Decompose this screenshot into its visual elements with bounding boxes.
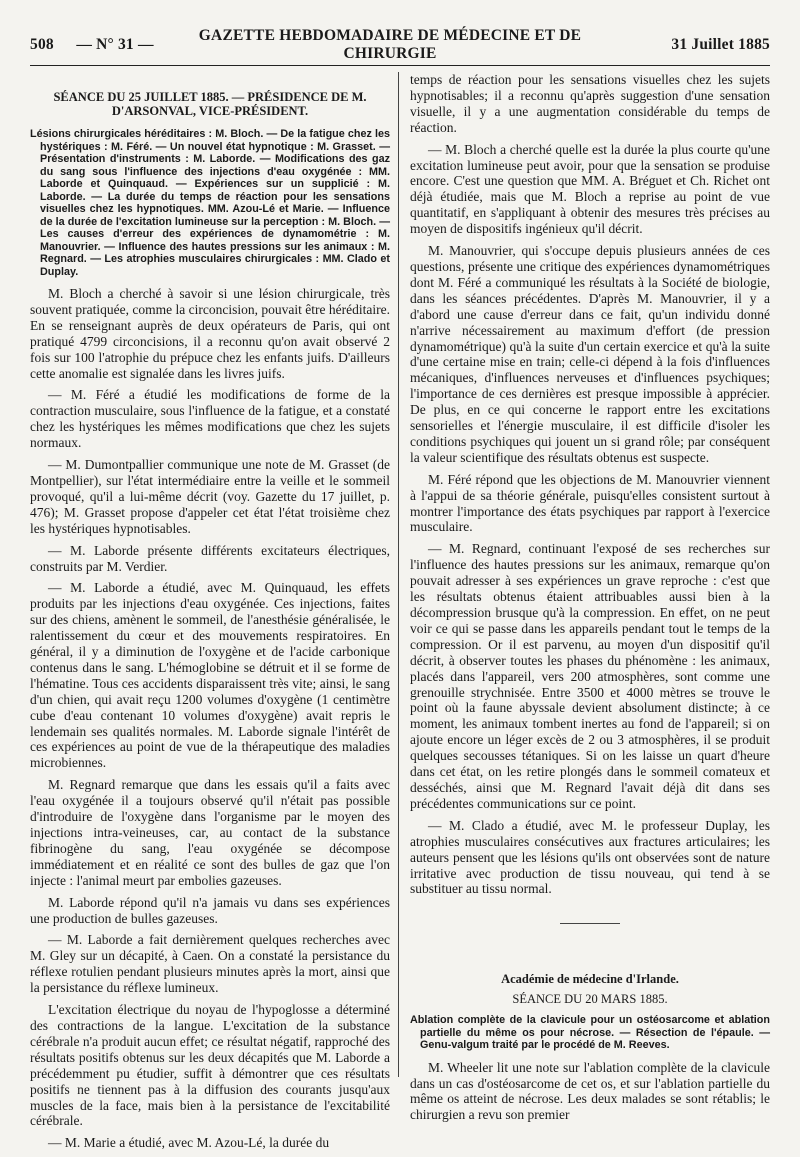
session-heading: SÉANCE DU 25 JUILLET 1885. — PRÉSIDENCE DE M. D'ARSONVAL, VICE-PRÉSIDENT.	[53, 90, 367, 118]
left-column	[30, 72, 390, 1157]
page-header	[30, 27, 770, 62]
paragraph: — M. Marie a étudié, avec M. Azou-Lé, la durée du	[48, 1135, 330, 1151]
section-rule	[560, 923, 620, 924]
paragraph: — M. Regnard, continuant l'exposé de ses recherches sur l'influence des hautes pressions sur les animaux, remarque qu'on pouvait adresser à ses expériences un grave reproche : c'est que les résultats obtenus étaient attribuables aussi bien à la décompression brusque qu'à la compression. En effet, on ne peut voir ce qui se passe dans les appareils pendant tout le temps de la compression. Or il est parvenu, au moyen d'un dispositif qu'il décrit, à observer toutes les phases du phénomène : les animaux, placés dans l'appareil, vers 200 atmosphères, sont comme une grenouille strychnisée. Entre 3500 et 4000 mètres se trouve le point où la faune abyssale devient absolument distincte; à ce moment, les animaux tombent inertes au fond de l'appareil; si on ajoute encore un léger excès de 2 ou 3 atmosphères, il se produit quelques secousses tétaniques. Si on les laisse un quart d'heure dans cet état, on les retire plongés dans le sommeil comateux et desséchés, ainsi que M. Regnard l'avait déjà dit dans ses précédentes communications sur ce point.	[410, 541, 770, 811]
right-column	[410, 72, 770, 1129]
paragraph: — M. Laborde a fait dernièrement quelques recherches avec M. Gley sur un décapité, à Caen. On a constaté la persistance du réflexe rotulien pendant plusieurs minutes après la mort, ainsi que la persistance du réflexe lumineux.	[30, 932, 390, 996]
paragraph: — M. Dumontpallier communique une note de M. Grasset (de Montpellier), sur l'état intermédiaire entre la veille et le sommeil provoqué, qu'il a lui-même décrit (voy. Gazette du 17 juillet, p. 476); M. Grasset propose d'appeler cet état l'état troisième chez les hystériques hypnotisables.	[30, 457, 390, 536]
paragraph: M. Wheeler lit une note sur l'ablation complète de la clavicule dans un cas d'ostéosarcome de cet os, et sur l'ablation partielle du même os atteint de nécrose. Les deux malades se sont rétablis; le chirurgien a revu son premier	[410, 1059, 770, 1123]
academy-heading: Académie de médecine d'Irlande.	[501, 972, 679, 987]
paragraph: — M. Laborde présente différents excitateurs électriques, construits par M. Verdier.	[30, 542, 390, 574]
journal-title: GAZETTE HEBDOMADAIRE DE MÉDECINE ET DE CHIRURGIE	[198, 27, 582, 62]
paragraph: — M. Féré a étudié les modifications de forme de la contraction musculaire, sous l'influence de la fatigue, et a constaté chez les hystériques les mêmes modifications que chez les sujets normaux.	[30, 387, 390, 451]
paragraph: M. Manouvrier, qui s'occupe depuis plusieurs années de ces questions, présente une critique des expériences dynamométriques dont M. Féré a communiqué les résultats à la Société de biologie, dans les séances précédentes. D'après M. Manouvrier, il y a d'abord une cause d'erreur dans ce fait, qu'un individu donné n'arrive nécessairement au maximum d'effort (de pression dynamométrique) qu'à la suite d'un certain exercice et qu'à la suite d'une certaine mise en train; celle-ci dépend à la fois d'influences mécaniques, d'influences nerveuses et d'influences psychiques; l'importance de ces dernières est presque impossible à apprécier. De plus, en ce qui concerne le rapport entre les excitations sensorielles et l'énergie musculaire, il est difficile d'isoler les conditions psychiques qui jouent un si grand rôle; par conséquent la valeur scientifique des résultats obtenus est suspecte.	[410, 243, 770, 465]
paragraph: — M. Bloch a cherché quelle est la durée la plus courte qu'une excitation lumineuse peut avoir, pour que la sensation se produise encore. C'est une question que MM. A. Bréguet et Ch. Richet ont déjà étudiée, mais que M. Bloch a reprise au point de vue quantitatif, en s'appliquant à obtenir des mesures très précises au moyen de dispositifs ingénieux qu'il décrit.	[410, 141, 770, 237]
paragraph: M. Bloch a cherché à savoir si une lésion chirurgicale, très souvent pratiquée, comme la circoncision, pouvait être héréditaire. En se renseignant auprès de deux opérateurs de Paris, qui ont pratiqué 4799 circoncisions, il a reconnu qu'on avait observé 2 fois sur 100 l'atrophie du prépuce chez les enfants juifs. D'ailleurs cette anomalie est signalée dans les livres juifs.	[30, 286, 390, 381]
issue-date: 31 Juillet 1885	[671, 36, 770, 53]
paragraph: M. Laborde répond qu'il n'a jamais vu dans ses expériences une production de bulles gazeuses.	[30, 894, 390, 926]
session-heading-2: SÉANCE DU 20 MARS 1885.	[512, 992, 668, 1007]
paragraph: M. Féré répond que les objections de M. Manouvrier viennent à l'appui de sa théorie générale, puisqu'elles consistent surtout à montrer l'importance des états psychiques par rapport à l'exercice musculaire.	[410, 471, 770, 535]
column-divider	[398, 72, 399, 1077]
page-number: 508	[30, 36, 54, 53]
paragraph: temps de réaction pour les sensations visuelles chez les sujets hypnotisables; il a reconnu qu'après suggestion d'une sensation visuelle, il y a une augmentation considérable du temps de réaction.	[410, 72, 770, 135]
issue-number: — N° 31 —	[76, 36, 154, 53]
session-summary: Lésions chirurgicales héréditaires : M. Bloch. — De la fatigue chez les hystériques : M. Féré. — Un nouvel état hypnotique : M. Grasset. — Présentation d'instruments : M. Laborde. — Modifications des gaz du sang sous l'influence des injections d'eau oxygénée : MM. Laborde et Quinquaud. — Expériences sur un supplicié : M. Laborde. — La durée du temps de réaction pour les sensations visuelles chez les hypnotiques. MM. Azou-Lé et Marie. — Influence de la durée de l'excitation lumineuse sur la perception : M. Bloch. — Les causes d'erreur des expériences de dynamométrie : M. Manouvrier. — Influence des hautes pressions sur les animaux : M. Regnard. — Les atrophies musculaires chirurgicales : MM. Clado et Duplay.	[30, 128, 390, 278]
paragraph: — M. Clado a étudié, avec M. le professeur Duplay, les atrophies musculaires consécutives aux fractures articulaires; les auteurs pensent que les lésions qu'ils ont observées sont de nature irritative avec production de tissu nouveau, qui tend à se substituer au tissu normal.	[410, 817, 770, 897]
paragraph: L'excitation électrique du noyau de l'hypoglosse a déterminé des contractions de la langue. L'excitation de la substance cérébrale n'a produit aucun effet; ce résultat négatif, rapproché des résultats positifs obtenus sur les deux décapités que M. Laborde a précédemment pu étudier, suffit à démontrer que ces résultats positifs ne tiennent pas à la diffusion des courants jusqu'aux muscles de la face, mais bien à la persistance de l'excitabilité cérébrale.	[30, 1002, 390, 1129]
paragraph: — M. Laborde a étudié, avec M. Quinquaud, les effets produits par les injections d'eau oxygénée. Ces injections, faites sur des chiens, amènent le sommeil, de l'anesthésie généralisée, le ralentissement du cœur et des mouvements respiratoires. En général, il y a diminution de l'oxygène et de l'acide carbonique contenus dans le sang. L'hémoglobine se détruit et il se forme de l'hématine. Tous ces accidents disparaissent très vite; ainsi, le sang d'un chien, qui avait reçu 1200 volumes d'oxygène (1 centimètre cube d'eau contenant 10 volumes d'oxygène) avait repris le lendemain ses qualités normales. M. Laborde signale l'intérêt de ces expériences au point de vue de la thérapeutique des maladies microbiennes.	[30, 580, 390, 771]
session-summary-2: Ablation complète de la clavicule pour un ostéosarcome et ablation partielle du même os pour nécrose. — Résection de l'épaule. — Genu-valgum traité par le procédé de M. Reeves.	[410, 1014, 770, 1052]
header-rule	[30, 65, 770, 66]
paragraph: M. Regnard remarque que dans les essais qu'il a faits avec l'eau oxygénée il a toujours observé qu'il n'était pas possible d'introduire de l'oxygène dans l'organisme par le moyen des injections intra-veineuses, car, au contact de la substance fibrinogène du sang, l'eau oxygénée se décompose immédiatement et en réalité ce sont des bulles de gaz que l'on injecte : l'animal meurt par embolies gazeuses.	[30, 777, 390, 888]
